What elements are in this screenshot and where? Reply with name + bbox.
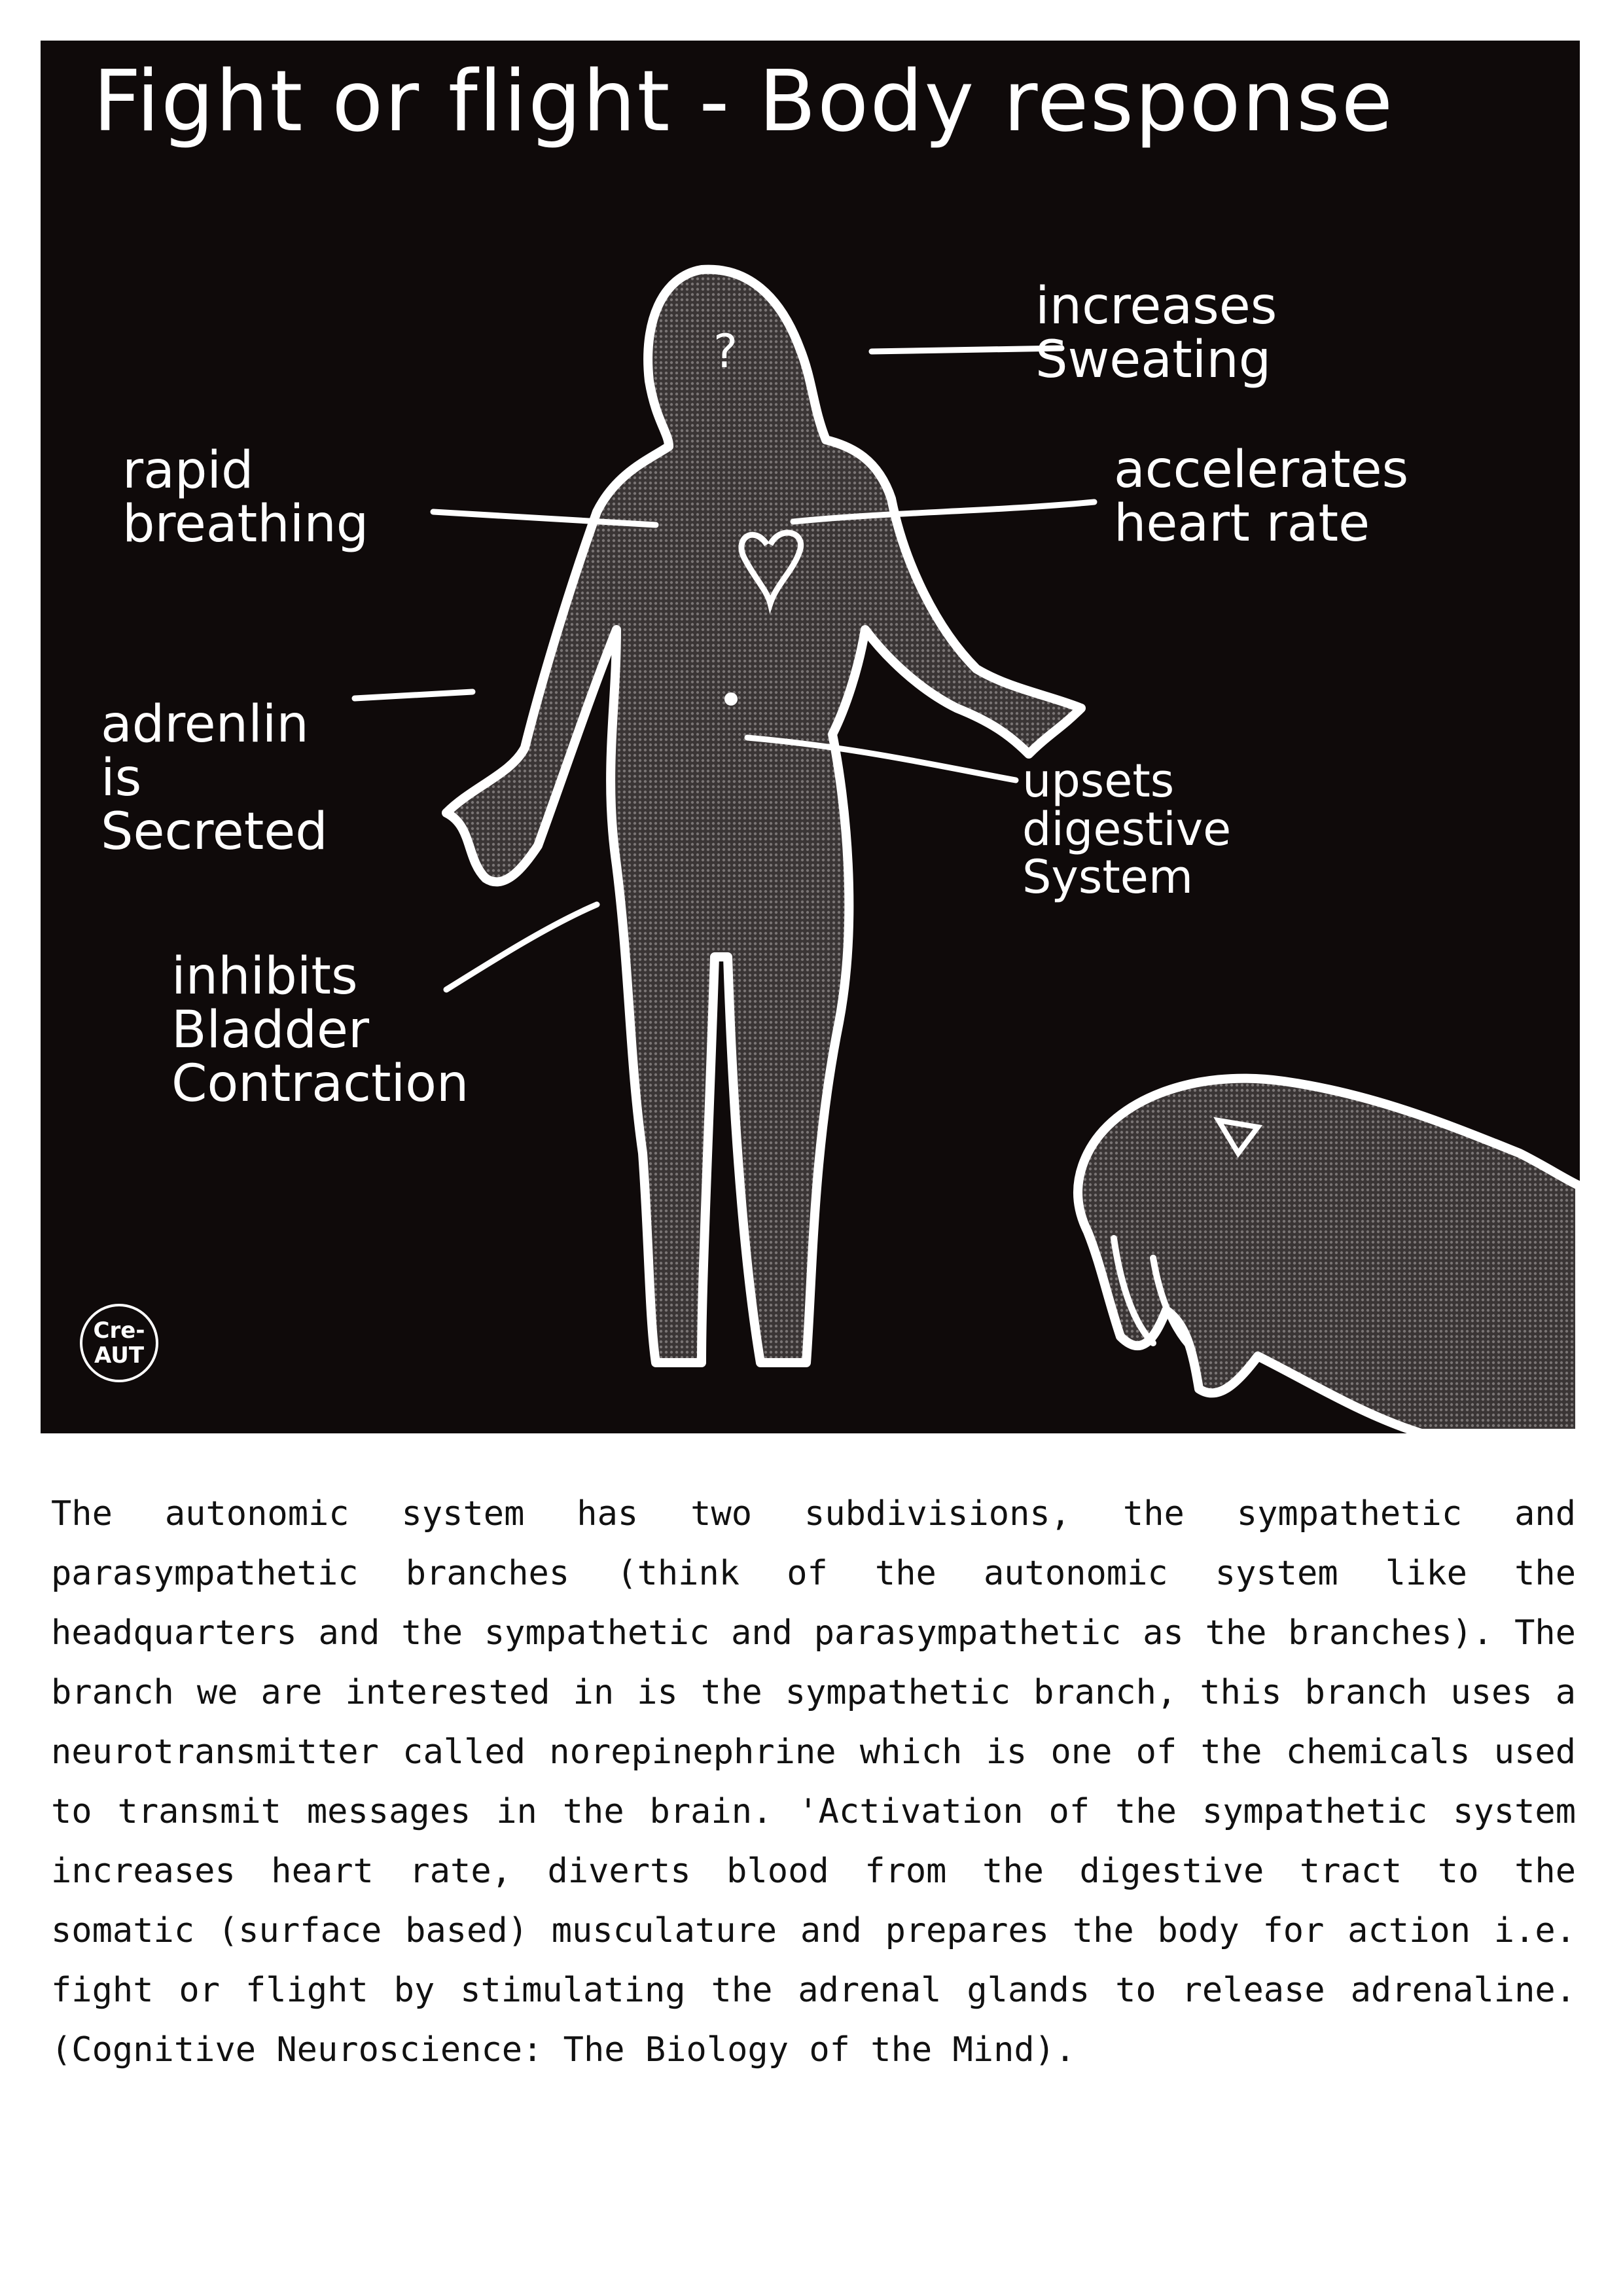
label-inhibits-bladder-contraction: inhibits Bladder Contraction bbox=[171, 947, 469, 1113]
illustration-title: Fight or flight - Body response bbox=[93, 53, 1395, 151]
human-figure bbox=[446, 270, 1081, 1363]
line-bladder bbox=[446, 905, 597, 990]
line-adrenalin bbox=[355, 692, 473, 698]
line-sweating bbox=[872, 348, 1061, 351]
label-upsets-digestive-system: upsets digestive System bbox=[1022, 754, 1232, 904]
illustration-panel bbox=[41, 41, 1580, 1433]
label-rapid-breathing: rapid breathing bbox=[122, 441, 369, 554]
body-paragraph: The autonomic system has two subdivisions, the sympathetic and parasympathetic branches (think of the autonomic system like the headquarters and the sympathetic and parasympathetic as the branches). The branch we are interested in is the sympathetic branch, this branch uses a neurotransmitter called norepinephrine which is one of the chemicals used to transmit messages in the brain. 'Activation of the sympathetic system increases heart rate, diverts blood from the digestive tract to the somatic (surface based) musculature and prepares the body for action i.e. fight or flight by stimulating the adrenal glands to release adrenaline. (Cognitive Neuroscience: The Biology of the Mind). bbox=[51, 1494, 1576, 2070]
label-accelerates-heart-rate: accelerates heart rate bbox=[1114, 440, 1409, 553]
creaut-logo: Cre- AUT bbox=[80, 1304, 158, 1382]
navel-mark bbox=[724, 692, 738, 706]
label-adrenalin-secreted: adrenlin is Secreted bbox=[101, 695, 328, 861]
label-increases-sweating: increases Sweating bbox=[1035, 277, 1277, 389]
head-question-mark: ? bbox=[713, 325, 738, 378]
